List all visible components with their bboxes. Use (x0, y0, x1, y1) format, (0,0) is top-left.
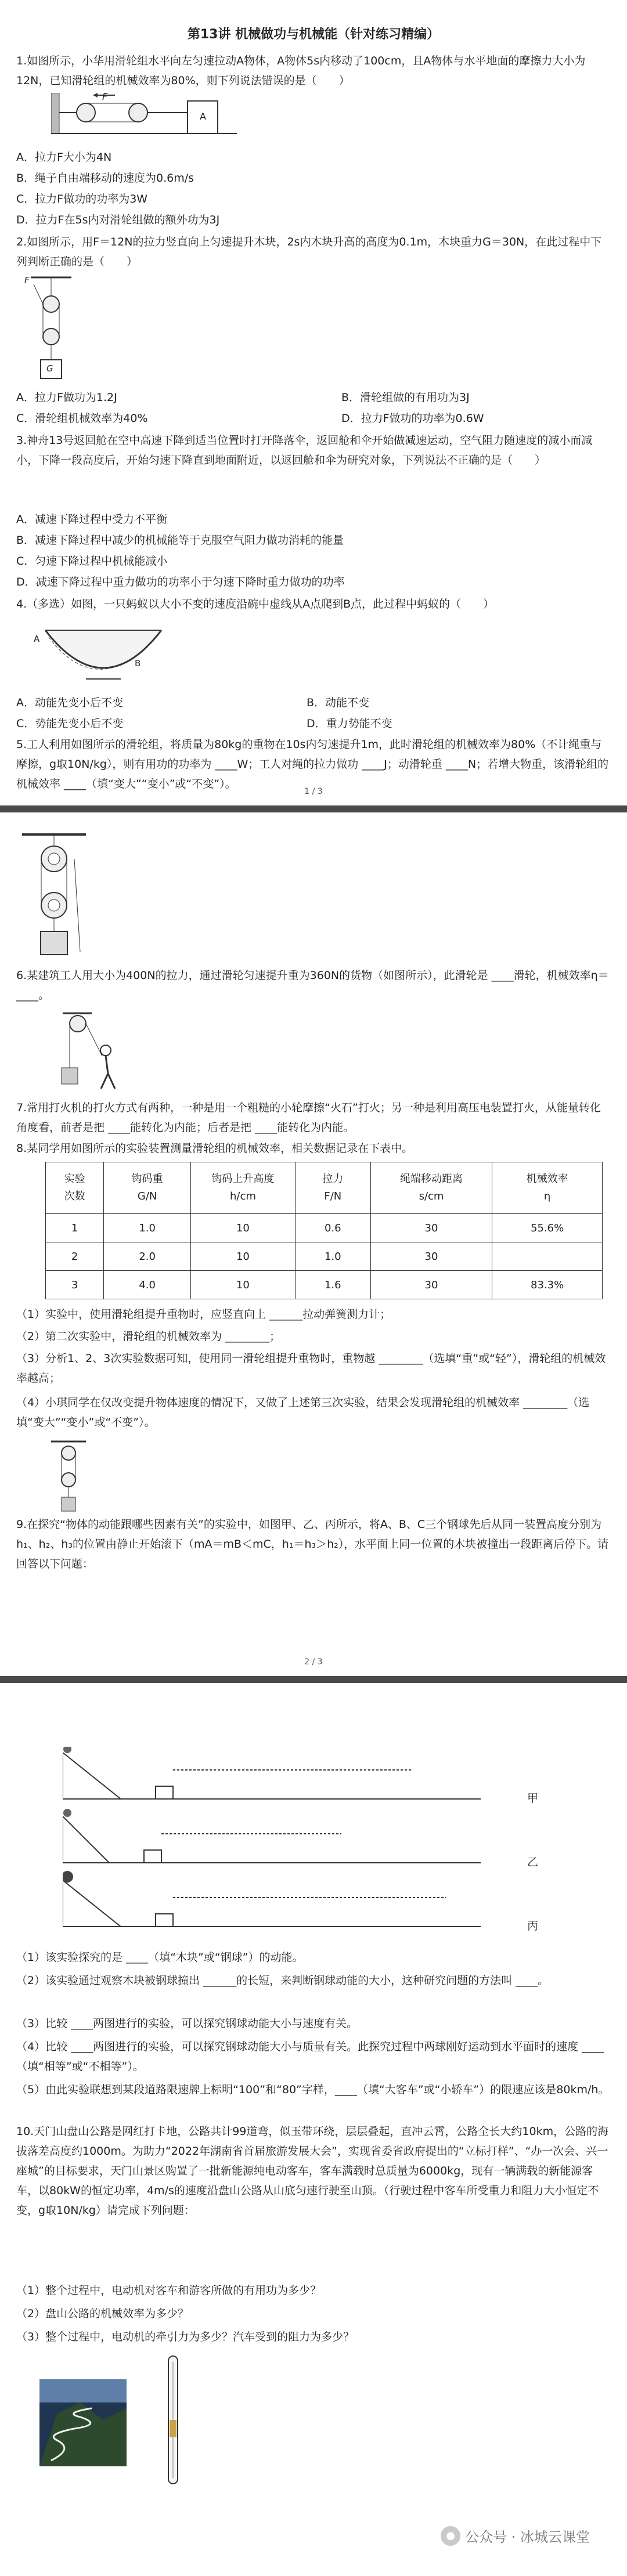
figure-label-A: A (34, 634, 40, 644)
table-header-cell: 钩码重 G/N (104, 1162, 191, 1214)
page-2 (0, 812, 627, 1676)
figure-label-jia: 甲 (527, 1792, 539, 1805)
figure-label-A: A (200, 111, 206, 122)
table-cell: 30 (370, 1242, 492, 1271)
table-row (46, 1214, 603, 1242)
q3-option-b: B．减速下降过程中减少的机械能等于克服空气阻力做功消耗的能量 (16, 534, 344, 547)
question-7: 7.常用打火机的打火方式有两种，一种是用一个粗糙的小轮摩擦“火石”打火；另一种是利用高压电装置打火，从能量转化角度看，前者是把 ____能转化为内能；后者是把 ____能转化为内能。 (16, 1101, 601, 1134)
table-cell: 30 (370, 1271, 492, 1299)
table-cell: 1 (46, 1214, 104, 1242)
page-number: 1 / 3 (304, 787, 323, 796)
figure-label-yi: 乙 (527, 1856, 539, 1869)
question-10-part-1: （1）整个过程中，电动机对客车和游客所做的有用功为多少？ (16, 2284, 322, 2297)
question-1: 1.如图所示，小华用滑轮组水平向左匀速拉动A物体，A物体5s内移动了100cm，且A物体与水平地面的摩擦力大小为12N，已知滑轮组的机械效率为80%，则下列说法错误的是（ ） (16, 55, 586, 87)
q1-option-d: D．拉力F在5s内对滑轮组做的额外功为3J (16, 214, 220, 226)
figure-bowl (39, 619, 167, 688)
question-9-part-2: （2）该实验通过观察木块被钢球撞出 ______的长短，来判断钢球动能的大小，这种研究问题的方法叫 ____。 (16, 1974, 549, 1987)
figure-pulley-small (51, 1439, 86, 1515)
question-9-part-1: （1）该实验探究的是 ____（填“木块”或“钢球”）的动能。 (16, 1951, 304, 1964)
q2-option-c: C．滑轮组机械效率为40% (16, 412, 148, 425)
table-cell: 2 (46, 1242, 104, 1271)
question-3: 3.神舟13号返回舱在空中高速下降到适当位置时打开降落伞，返回舱和伞开始做减速运动，空气阻力随速度的减小而减小，下降一段高度后，开始匀速下降直到地面附近，以返回舱和伞为研究对象，下列说法不正确的是（ ） (16, 434, 593, 467)
table-cell: 1.6 (295, 1271, 370, 1299)
table-row (46, 1271, 603, 1299)
table-row (46, 1242, 603, 1271)
figure-label-F: F (24, 275, 30, 286)
question-5: 5.工人利用如图所示的滑轮组，将质量为80kg的重物在10s内匀速提升1m，此时滑轮组的机械效率为80%（不计绳重与摩擦，g取10N/kg），则有用功的功率为 ____W；工人对绳的拉力做功 ____J；动滑轮重 ____N；若增大物重，该滑轮组的机械效率 ____（填“变大”“变小”或“不变”）。 (16, 738, 609, 790)
table-header-cell: 绳端移动距离 s/cm (370, 1162, 492, 1214)
question-4: 4.（多选）如图，一只蚂蚁以大小不变的速度沿碗中虚线从A点爬到B点，此过程中蚂蚁的（ ） (16, 598, 495, 610)
q2-option-d: D．拉力F做功的功率为0.6W (341, 412, 484, 425)
question-8-part-4: （4）小琪同学在仅改变提升物体速度的情况下，又做了上述第三次实验，结果会发现滑轮组的机械效率 ________（选填“变大”“变小”或“不变”）。 (16, 1396, 590, 1429)
q4-option-a: A．动能先变小后不变 (16, 696, 123, 709)
table-cell (492, 1242, 603, 1271)
table-header-cell: 机械效率 η (492, 1162, 603, 1214)
data-table (45, 1162, 603, 1299)
table-cell: 30 (370, 1214, 492, 1242)
table-cell: 55.6% (492, 1214, 603, 1242)
figure-label-bing: 丙 (527, 1920, 539, 1932)
figure-label-B: B (135, 658, 141, 669)
q4-option-b: B．动能不变 (307, 696, 370, 709)
mountain-road-photo (39, 2379, 127, 2466)
question-9-part-5: （5）由此实验联想到某段道路限速牌上标明“100”和“80”字样，____（填“大客车”或“小轿车”）的限速应该是80km/h。 (16, 2083, 610, 2096)
page-title: 第13讲 机械做功与机械能（针对练习精编） (187, 27, 440, 42)
question-9-part-3: （3）比较 ____两图进行的实验，可以探究钢球动能大小与速度有关。 (16, 2017, 358, 2030)
q1-option-a: A．拉力F大小为4N (16, 151, 112, 164)
table-cell: 1.0 (104, 1214, 191, 1242)
q4-option-c: C．势能先变小后不变 (16, 717, 124, 730)
table-cell: 1.0 (295, 1242, 370, 1271)
question-2: 2.如图所示，用F＝12N的拉力竖直向上匀速提升木块，2s内木块升高的高度为0.1m，木块重力G＝30N，在此过程中下列判断正确的是（ ） (16, 236, 602, 268)
q2-option-b: B．滑轮组做的有用功为3J (341, 391, 470, 404)
q1-option-c: C．拉力F做功的功率为3W (16, 193, 148, 205)
page-number: 2 / 3 (304, 1657, 323, 1667)
q1-option-b: B．绳子自由端移动的速度为0.6m/s (16, 172, 194, 185)
question-10-part-2: （2）盘山公路的机械效率为多少？ (16, 2307, 189, 2320)
question-9: 9.在探究“物体的动能跟哪些因素有关”的实验中，如图甲、乙、丙所示，将A、B、C三个钢球先后从同一装置高度分别为h₁、h₂、h₃的位置由静止开始滚下（mA＝mB＜mC，h₁＝h₃＞h₂），水平面上同一位置的木块被撞出一段距离后停下。请回答以下问题： (16, 1518, 609, 1570)
question-10: 10.天门山盘山公路是网红打卡地，公路共计99道弯，似玉带环绕，层层叠起，直冲云霄，公路全长大约10km，公路的海拔落差高度约1000m。为助力“2022年湖南省首届旅游发展大会”，实现省委省政府提出的“立标打样”、“办一次会、兴一座城”的目标要求，天门山景区购置了一批新能源纯电动客车，客车满载时总质量为6000kg，现有一辆满载的新能源客车，以80kW的恒定功率，4m/s的速度沿盘山公路从山底匀速行驶至山顶。（行驶过程中客车所受重力和阻力大小恒定不变，g取10N/kg）请完成下列问题： (16, 2125, 609, 2217)
page-3 (0, 1683, 627, 2576)
question-6: 6.某建筑工人用大小为400N的拉力，通过滑轮匀速提升重为360N的货物（如图所示），此滑轮是 ____滑轮，机械效率η＝____。 (16, 969, 609, 1002)
table-header-cell: 实验 次数 (46, 1162, 104, 1214)
wechat-icon: ● (441, 2526, 460, 2546)
figure-pulley-block (22, 830, 86, 963)
watermark (441, 2526, 590, 2546)
q3-option-c: C．匀速下降过程中机械能减小 (16, 555, 168, 568)
figure-label-F: F (102, 91, 108, 102)
table-cell: 0.6 (295, 1214, 370, 1242)
table-cell: 2.0 (104, 1242, 191, 1271)
table-header-cell: 钩码上升高度 h/cm (191, 1162, 296, 1214)
figure-pulley-horizontal (51, 93, 243, 139)
watermark-text: 公众号 · 冰城云课堂 (465, 2529, 590, 2545)
question-8-part-2: （2）第二次实验中，滑轮组的机械效率为 ________； (16, 1330, 281, 1343)
table-header-row (46, 1162, 603, 1214)
q2-option-a: A．拉力F做功为1.2J (16, 391, 117, 404)
table-cell: 3 (46, 1271, 104, 1299)
figure-worker-pulley (57, 1010, 121, 1091)
table-cell: 10 (191, 1271, 296, 1299)
question-8-part-3: （3）分析1、2、3次实验数据可知，使用同一滑轮组提升重物时，重物越 ________（选填“重”或“轻”），滑轮组的机械效率越高； (16, 1352, 606, 1385)
q3-option-d: D．减速下降过程中重力做功的功率小于匀速下降时重力做功的功率 (16, 576, 345, 588)
figure-label-G: G (46, 363, 53, 374)
figure-tube (161, 2350, 185, 2490)
question-9-part-4: （4）比较 ____两图进行的实验，可以探究钢球动能大小与质量有关。此探究过程中两球刚好运动到水平面时的速度 ____（填“相等”或“不相等”）。 (16, 2040, 604, 2073)
page-1 (0, 0, 627, 805)
q3-option-a: A．减速下降过程中受力不平衡 (16, 513, 167, 526)
table-cell: 10 (191, 1242, 296, 1271)
table-cell: 10 (191, 1214, 296, 1242)
q4-option-d: D．重力势能不变 (307, 717, 392, 730)
question-10-part-3: （3）整个过程中，电动机的牵引力为多少？汽车受到的阻力为多少？ (16, 2331, 355, 2343)
question-8-part-1: （1）实验中，使用滑轮组提升重物时，应竖直向上 ______拉动弹簧测力计； (16, 1308, 391, 1321)
table-cell: 4.0 (104, 1271, 191, 1299)
figure-ramp-experiment (63, 1747, 504, 1938)
question-8: 8.某同学用如图所示的实验装置测量滑轮组的机械效率，相关数据记录在下表中。 (16, 1142, 413, 1155)
table-cell: 83.3% (492, 1271, 603, 1299)
table-header-cell: 拉力 F/N (295, 1162, 370, 1214)
